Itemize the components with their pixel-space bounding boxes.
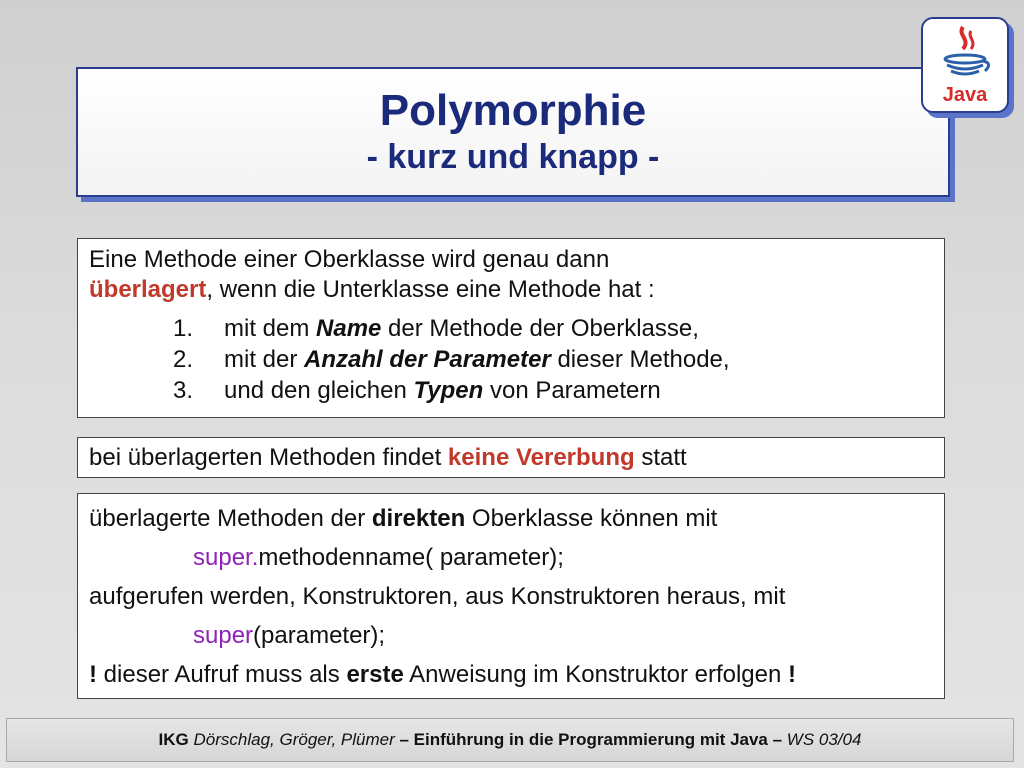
list-emphasis: Anzahl der Parameter <box>304 346 551 373</box>
term-ueberlagert: überlagert <box>89 276 207 303</box>
definition-box <box>77 238 945 418</box>
no-inheritance-text: bei überlagerten Methoden findet <box>89 444 448 471</box>
super-constructor-call <box>89 616 944 655</box>
list-text: mit der <box>224 346 305 373</box>
slide-subtitle: - kurz und knapp - <box>366 138 660 176</box>
exclamation-mark: ! <box>788 661 797 688</box>
list-number: 3. <box>173 377 194 404</box>
footer-org: IKG <box>158 730 189 749</box>
list-item <box>89 344 944 375</box>
list-item <box>89 375 944 406</box>
list-item <box>89 313 944 344</box>
list-text: mit dem <box>224 315 317 342</box>
list-text: von Parametern <box>483 377 661 404</box>
java-logo-text: Java <box>942 84 988 106</box>
definition-line-1: Eine Methode einer Oberklasse wird genau dann <box>89 246 610 273</box>
list-emphasis: Typen <box>413 377 484 404</box>
exclamation-mark: ! <box>89 661 97 688</box>
no-inheritance-text-end: statt <box>634 444 687 471</box>
super-call-box <box>77 493 945 699</box>
definition-line-2-rest: , wenn die Unterklasse eine Methode hat : <box>206 276 655 303</box>
footer-authors: Dörschlag, Gröger, Plümer <box>188 730 400 749</box>
list-number: 1. <box>173 315 194 342</box>
text: überlagerte Methoden der <box>89 505 372 532</box>
condition-list <box>89 313 944 406</box>
super-line-1 <box>89 499 944 538</box>
super-method-call <box>89 538 944 577</box>
java-cup-icon <box>923 19 1007 111</box>
text: Anweisung im Konstruktor erfolgen <box>403 661 789 688</box>
no-inheritance-box <box>77 437 945 478</box>
definition-line-2 <box>89 275 944 305</box>
slide-title: Polymorphie <box>379 86 647 135</box>
list-emphasis: Name <box>316 315 382 342</box>
super-warning-line <box>89 655 944 694</box>
super-keyword: super <box>193 622 254 649</box>
list-text: und den gleichen <box>224 377 414 404</box>
list-text: der Methode der Oberklasse, <box>381 315 699 342</box>
footer-term: WS 03/04 <box>782 730 862 749</box>
footer <box>6 718 1014 762</box>
super-keyword: super. <box>193 544 259 571</box>
super-line-3: aufgerufen werden, Konstruktoren, aus Konstruktoren heraus, mit <box>89 583 786 610</box>
code-text: methodenname( parameter); <box>258 544 564 571</box>
text: dieser Aufruf muss als <box>97 661 347 688</box>
footer-course: – Einführung in die Programmierung mit Java – <box>399 730 783 749</box>
list-text: dieser Methode, <box>550 346 730 373</box>
code-text: (parameter); <box>253 622 386 649</box>
list-number: 2. <box>173 346 194 373</box>
title-box <box>76 67 950 197</box>
no-inheritance-highlight: keine Vererbung <box>447 444 635 471</box>
bold-text: erste <box>346 661 404 688</box>
bold-text: direkten <box>371 505 466 532</box>
java-logo <box>921 17 1009 113</box>
text: Oberklasse können mit <box>465 505 718 532</box>
